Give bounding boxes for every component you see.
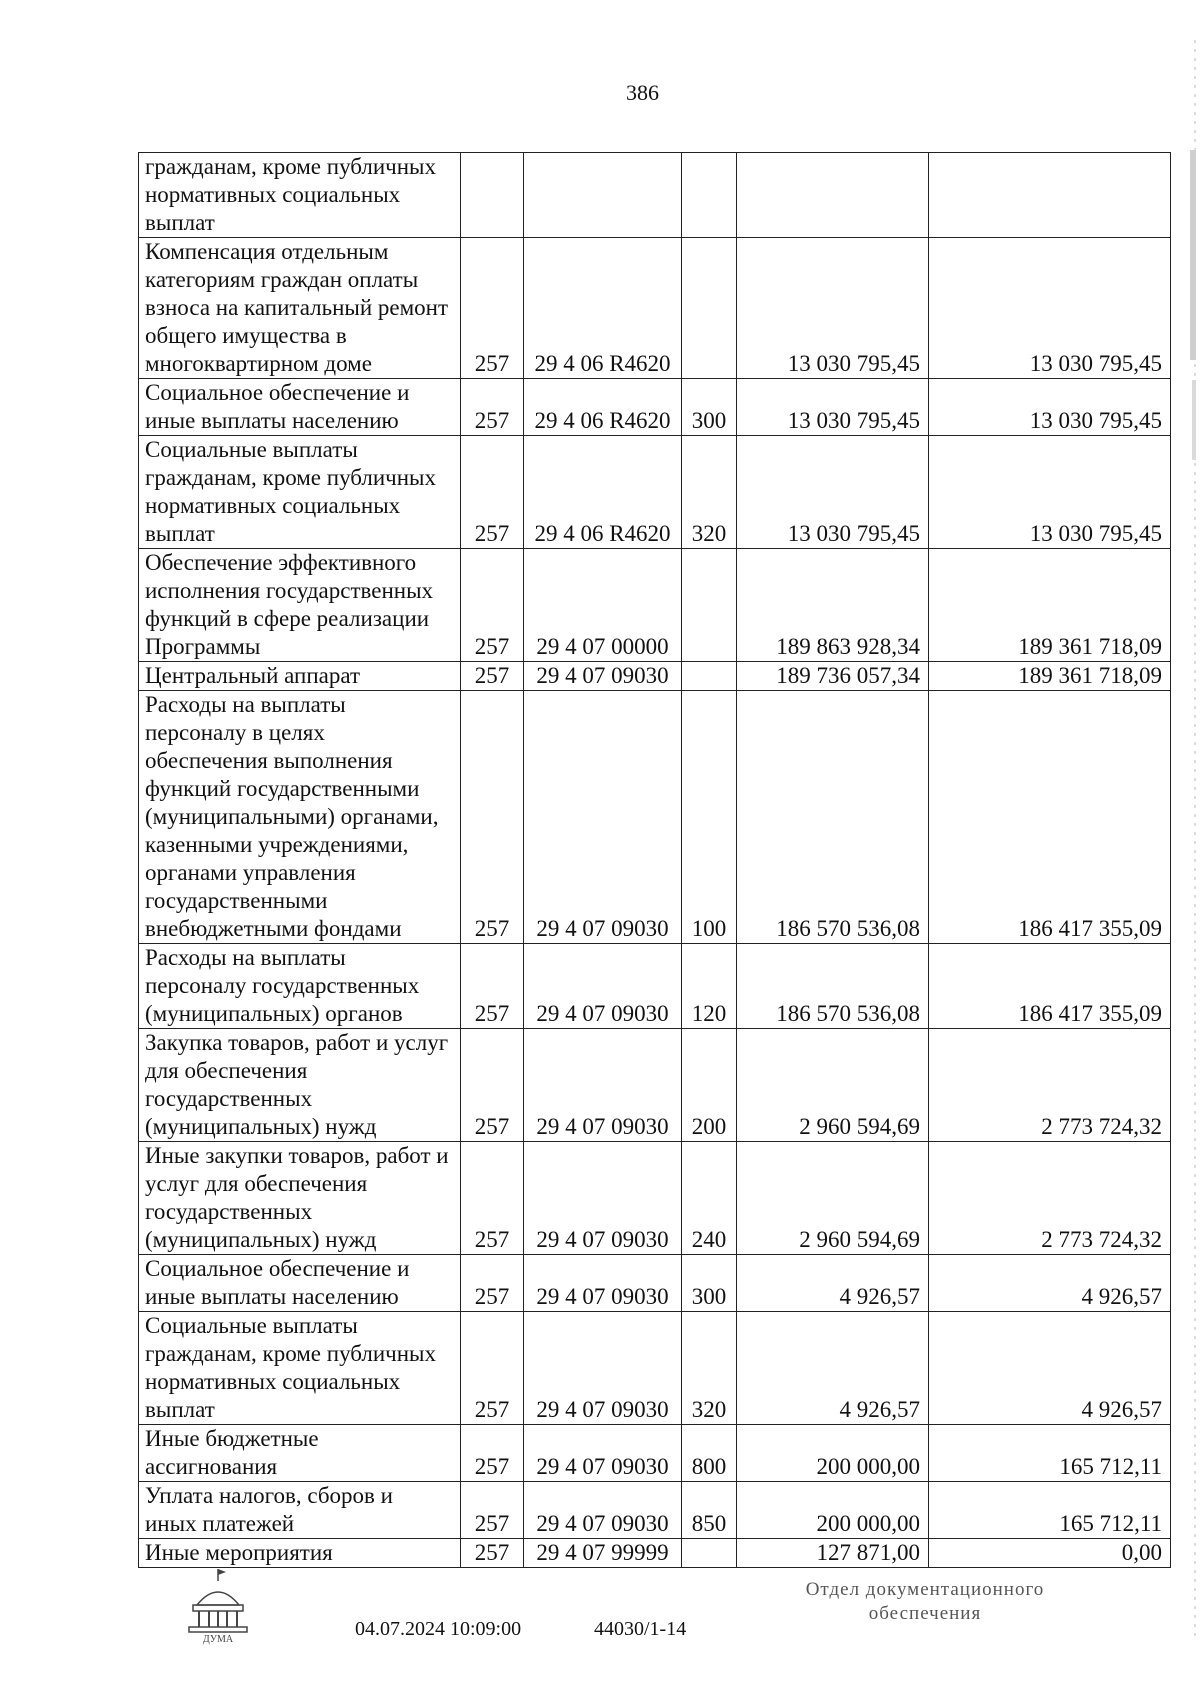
cell-csr: 29 4 07 09030 [524,1425,682,1482]
table-row [139,1312,1171,1425]
cell-sum-2: 13 030 795,45 [929,238,1171,379]
cell-vr [682,1539,737,1568]
cell-vr: 850 [682,1482,737,1539]
cell-name: Уплата налогов, сборов и иных платежей [139,1482,461,1539]
cell-sum-1 [737,153,929,238]
cell-name: Обеспечение эффективного исполнения государственных функций в сфере реализации Программы [139,549,461,662]
cell-vr [682,238,737,379]
cell-sum-2: 165 712,11 [929,1425,1171,1482]
cell-csr: 29 4 07 09030 [524,662,682,691]
cell-ved: 257 [461,1425,524,1482]
cell-vr: 100 [682,691,737,944]
cell-name: Иные мероприятия [139,1539,461,1568]
table-row [139,944,1171,1029]
cell-sum-2: 2 773 724,32 [929,1029,1171,1142]
cell-vr [682,549,737,662]
cell-vr: 300 [682,1255,737,1312]
cell-csr: 29 4 07 09030 [524,1029,682,1142]
cell-vr: 320 [682,436,737,549]
cell-name: Центральный аппарат [139,662,461,691]
cell-name: гражданам, кроме публичных нормативных социальных выплат [139,153,461,238]
cell-sum-1: 4 926,57 [737,1312,929,1425]
budget-table [138,152,1171,1568]
cell-sum-1: 13 030 795,45 [737,436,929,549]
cell-csr: 29 4 07 09030 [524,1255,682,1312]
page-number: 386 [626,80,659,105]
cell-csr: 29 4 06 R4620 [524,379,682,436]
cell-name: Социальные выплаты гражданам, кроме публичных нормативных социальных выплат [139,1312,461,1425]
cell-sum-2: 4 926,57 [929,1312,1171,1425]
cell-vr: 120 [682,944,737,1029]
table-row [139,1482,1171,1539]
cell-sum-2: 189 361 718,09 [929,662,1171,691]
cell-ved: 257 [461,549,524,662]
table-row [139,436,1171,549]
cell-ved: 257 [461,944,524,1029]
cell-csr: 29 4 06 R4620 [524,238,682,379]
logo-text: ДУМА [202,1634,234,1645]
cell-vr [682,153,737,238]
cell-sum-2: 13 030 795,45 [929,379,1171,436]
cell-csr: 29 4 07 09030 [524,944,682,1029]
cell-vr: 320 [682,1312,737,1425]
cell-name: Расходы на выплаты персоналу государственных (муниципальных) органов [139,944,461,1029]
cell-ved: 257 [461,1255,524,1312]
cell-ved: 257 [461,691,524,944]
cell-sum-1: 4 926,57 [737,1255,929,1312]
cell-ved [461,153,524,238]
stamp-line-1: Отдел документационного [805,1579,1045,1600]
cell-csr: 29 4 07 00000 [524,549,682,662]
cell-name: Закупка товаров, работ и услуг для обеспечения государственных (муниципальных) нужд [139,1029,461,1142]
cell-sum-1: 200 000,00 [737,1425,929,1482]
cell-vr: 240 [682,1142,737,1255]
cell-sum-2: 186 417 355,09 [929,944,1171,1029]
table-row [139,1539,1171,1568]
cell-sum-2: 189 361 718,09 [929,549,1171,662]
cell-name: Социальные выплаты гражданам, кроме публичных нормативных социальных выплат [139,436,461,549]
cell-ved: 257 [461,662,524,691]
stamp-line-2: обеспечения [868,1603,982,1624]
cell-name: Социальное обеспечение и иные выплаты населению [139,379,461,436]
cell-sum-1: 200 000,00 [737,1482,929,1539]
cell-ved: 257 [461,238,524,379]
scan-edge-noise [1186,0,1200,1695]
table-row [139,153,1171,238]
table-row [139,1142,1171,1255]
cell-sum-1: 13 030 795,45 [737,238,929,379]
footer-doc-number: 44030/1-14 [594,1618,687,1640]
cell-sum-2: 13 030 795,45 [929,436,1171,549]
cell-vr [682,662,737,691]
cell-csr: 29 4 07 09030 [524,691,682,944]
cell-name: Расходы на выплаты персоналу в целях обеспечения выполнения функций государственными (муниципальными) органами, казенными учреждениями, органами управления государственными внебюджетными фондами [139,691,461,944]
cell-ved: 257 [461,436,524,549]
table-row [139,238,1171,379]
table-row [139,1255,1171,1312]
cell-sum-2: 2 773 724,32 [929,1142,1171,1255]
cell-name: Иные бюджетные ассигнования [139,1425,461,1482]
cell-csr: 29 4 07 09030 [524,1482,682,1539]
cell-ved: 257 [461,379,524,436]
cell-sum-2 [929,153,1171,238]
cell-vr: 200 [682,1029,737,1142]
cell-name: Иные закупки товаров, работ и услуг для обеспечения государственных (муниципальных) нужд [139,1142,461,1255]
duma-logo-icon [183,1565,253,1645]
cell-sum-2: 4 926,57 [929,1255,1171,1312]
cell-sum-2: 165 712,11 [929,1482,1171,1539]
cell-vr: 800 [682,1425,737,1482]
cell-csr: 29 4 07 99999 [524,1539,682,1568]
table-row [139,1425,1171,1482]
cell-sum-2: 0,00 [929,1539,1171,1568]
cell-csr [524,153,682,238]
cell-ved: 257 [461,1312,524,1425]
cell-vr: 300 [682,379,737,436]
cell-csr: 29 4 07 09030 [524,1142,682,1255]
cell-sum-1: 13 030 795,45 [737,379,929,436]
table-row [139,691,1171,944]
cell-sum-1: 189 863 928,34 [737,549,929,662]
table-row [139,379,1171,436]
cell-ved: 257 [461,1539,524,1568]
cell-sum-1: 186 570 536,08 [737,691,929,944]
cell-sum-1: 127 871,00 [737,1539,929,1568]
table-row [139,662,1171,691]
cell-csr: 29 4 07 09030 [524,1312,682,1425]
cell-ved: 257 [461,1142,524,1255]
table-row [139,549,1171,662]
cell-sum-1: 186 570 536,08 [737,944,929,1029]
cell-ved: 257 [461,1482,524,1539]
cell-csr: 29 4 06 R4620 [524,436,682,549]
cell-sum-2: 186 417 355,09 [929,691,1171,944]
cell-sum-1: 189 736 057,34 [737,662,929,691]
footer-date: 04.07.2024 10:09:00 [355,1618,522,1640]
cell-ved: 257 [461,1029,524,1142]
cell-sum-1: 2 960 594,69 [737,1142,929,1255]
department-stamp [775,1578,1075,1626]
table-row [139,1029,1171,1142]
cell-sum-1: 2 960 594,69 [737,1029,929,1142]
cell-name: Социальное обеспечение и иные выплаты населению [139,1255,461,1312]
cell-name: Компенсация отдельным категориям граждан оплаты взноса на капитальный ремонт общего имущества в многоквартирном доме [139,238,461,379]
budget-table-body [139,153,1171,1568]
